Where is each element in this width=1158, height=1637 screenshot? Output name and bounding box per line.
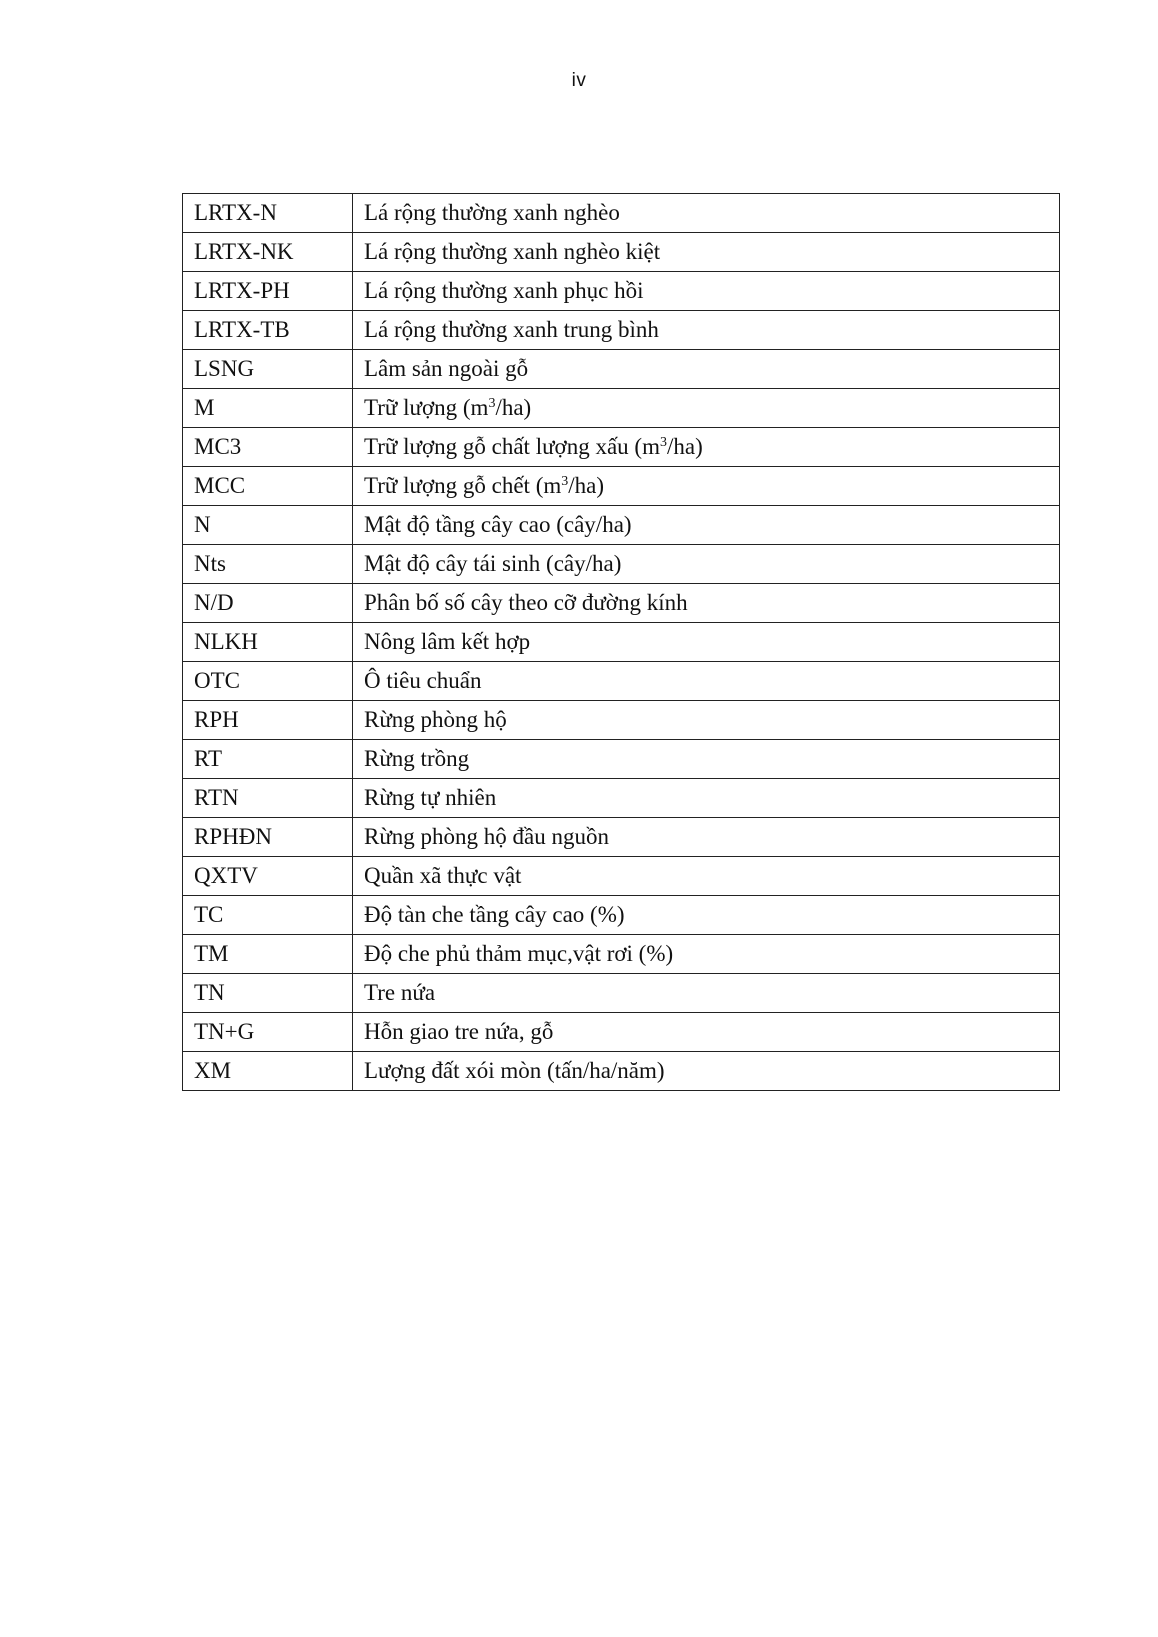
- abbreviation-cell: RT: [183, 740, 353, 779]
- meaning-cell: Độ tàn che tầng cây cao (%): [353, 896, 1060, 935]
- table-row: [183, 389, 1060, 428]
- table-row: [183, 818, 1060, 857]
- meaning-cell: Lá rộng thường xanh nghèo: [353, 194, 1060, 233]
- abbreviation-cell: TN: [183, 974, 353, 1013]
- superscript: 3: [659, 435, 667, 450]
- meaning-cell: Quần xã thực vật: [353, 857, 1060, 896]
- meaning-cell: [353, 389, 1060, 428]
- table-row: [183, 974, 1060, 1013]
- abbreviation-cell: RPHĐN: [183, 818, 353, 857]
- table-row: [183, 701, 1060, 740]
- table-row: [183, 545, 1060, 584]
- meaning-text: /ha): [666, 434, 703, 459]
- table-row: [183, 740, 1060, 779]
- meaning-cell: Nông lâm kết hợp: [353, 623, 1060, 662]
- superscript: 3: [561, 474, 569, 489]
- meaning-text: Trữ lượng gỗ chết (m: [364, 473, 562, 498]
- abbreviation-cell: N: [183, 506, 353, 545]
- table-row: [183, 311, 1060, 350]
- meaning-text: /ha): [495, 395, 532, 420]
- abbreviation-cell: NLKH: [183, 623, 353, 662]
- superscript: 3: [488, 396, 496, 411]
- meaning-cell: Lá rộng thường xanh nghèo kiệt: [353, 233, 1060, 272]
- abbreviation-cell: RPH: [183, 701, 353, 740]
- abbreviation-cell: LRTX-PH: [183, 272, 353, 311]
- meaning-cell: Rừng trồng: [353, 740, 1060, 779]
- table-row: [183, 1052, 1060, 1091]
- table-row: [183, 662, 1060, 701]
- table-row: [183, 896, 1060, 935]
- meaning-text: Trữ lượng (m: [364, 395, 489, 420]
- abbreviation-cell: QXTV: [183, 857, 353, 896]
- meaning-text: /ha): [568, 473, 605, 498]
- meaning-cell: Tre nứa: [353, 974, 1060, 1013]
- table-row: [183, 233, 1060, 272]
- meaning-cell: Lượng đất xói mòn (tấn/ha/năm): [353, 1052, 1060, 1091]
- table-row: [183, 272, 1060, 311]
- meaning-cell: Rừng phòng hộ đầu nguồn: [353, 818, 1060, 857]
- abbreviation-cell: TN+G: [183, 1013, 353, 1052]
- abbreviation-cell: OTC: [183, 662, 353, 701]
- abbreviation-cell: Nts: [183, 545, 353, 584]
- abbreviation-cell: MCC: [183, 467, 353, 506]
- table-row: [183, 1013, 1060, 1052]
- meaning-cell: Rừng phòng hộ: [353, 701, 1060, 740]
- abbreviation-cell: LRTX-TB: [183, 311, 353, 350]
- abbreviation-cell: XM: [183, 1052, 353, 1091]
- abbreviation-cell: TM: [183, 935, 353, 974]
- table-row: [183, 857, 1060, 896]
- abbreviation-cell: N/D: [183, 584, 353, 623]
- meaning-cell: [353, 467, 1060, 506]
- meaning-cell: [353, 428, 1060, 467]
- table-row: [183, 194, 1060, 233]
- table-row: [183, 779, 1060, 818]
- meaning-cell: Phân bố số cây theo cỡ đường kính: [353, 584, 1060, 623]
- meaning-cell: Độ che phủ thảm mục,vật rơi (%): [353, 935, 1060, 974]
- table-row: [183, 584, 1060, 623]
- abbreviation-cell: TC: [183, 896, 353, 935]
- abbreviation-cell: LSNG: [183, 350, 353, 389]
- abbreviation-cell: M: [183, 389, 353, 428]
- abbreviation-table: [182, 193, 1060, 1091]
- meaning-cell: Mật độ cây tái sinh (cây/ha): [353, 545, 1060, 584]
- table-row: [183, 350, 1060, 389]
- meaning-text: Trữ lượng gỗ chất lượng xấu (m: [364, 434, 660, 459]
- abbreviation-cell: LRTX-NK: [183, 233, 353, 272]
- meaning-cell: Lâm sản ngoài gỗ: [353, 350, 1060, 389]
- table-row: [183, 506, 1060, 545]
- meaning-cell: Mật độ tầng cây cao (cây/ha): [353, 506, 1060, 545]
- table-row: [183, 428, 1060, 467]
- meaning-cell: Lá rộng thường xanh phục hồi: [353, 272, 1060, 311]
- abbreviation-cell: MC3: [183, 428, 353, 467]
- table-row: [183, 935, 1060, 974]
- meaning-cell: Rừng tự nhiên: [353, 779, 1060, 818]
- meaning-cell: Ô tiêu chuẩn: [353, 662, 1060, 701]
- abbreviation-cell: RTN: [183, 779, 353, 818]
- meaning-cell: Lá rộng thường xanh trung bình: [353, 311, 1060, 350]
- table-row: [183, 623, 1060, 662]
- meaning-cell: Hỗn giao tre nứa, gỗ: [353, 1013, 1060, 1052]
- page-number: iv: [571, 70, 587, 91]
- table-row: [183, 467, 1060, 506]
- abbreviation-cell: LRTX-N: [183, 194, 353, 233]
